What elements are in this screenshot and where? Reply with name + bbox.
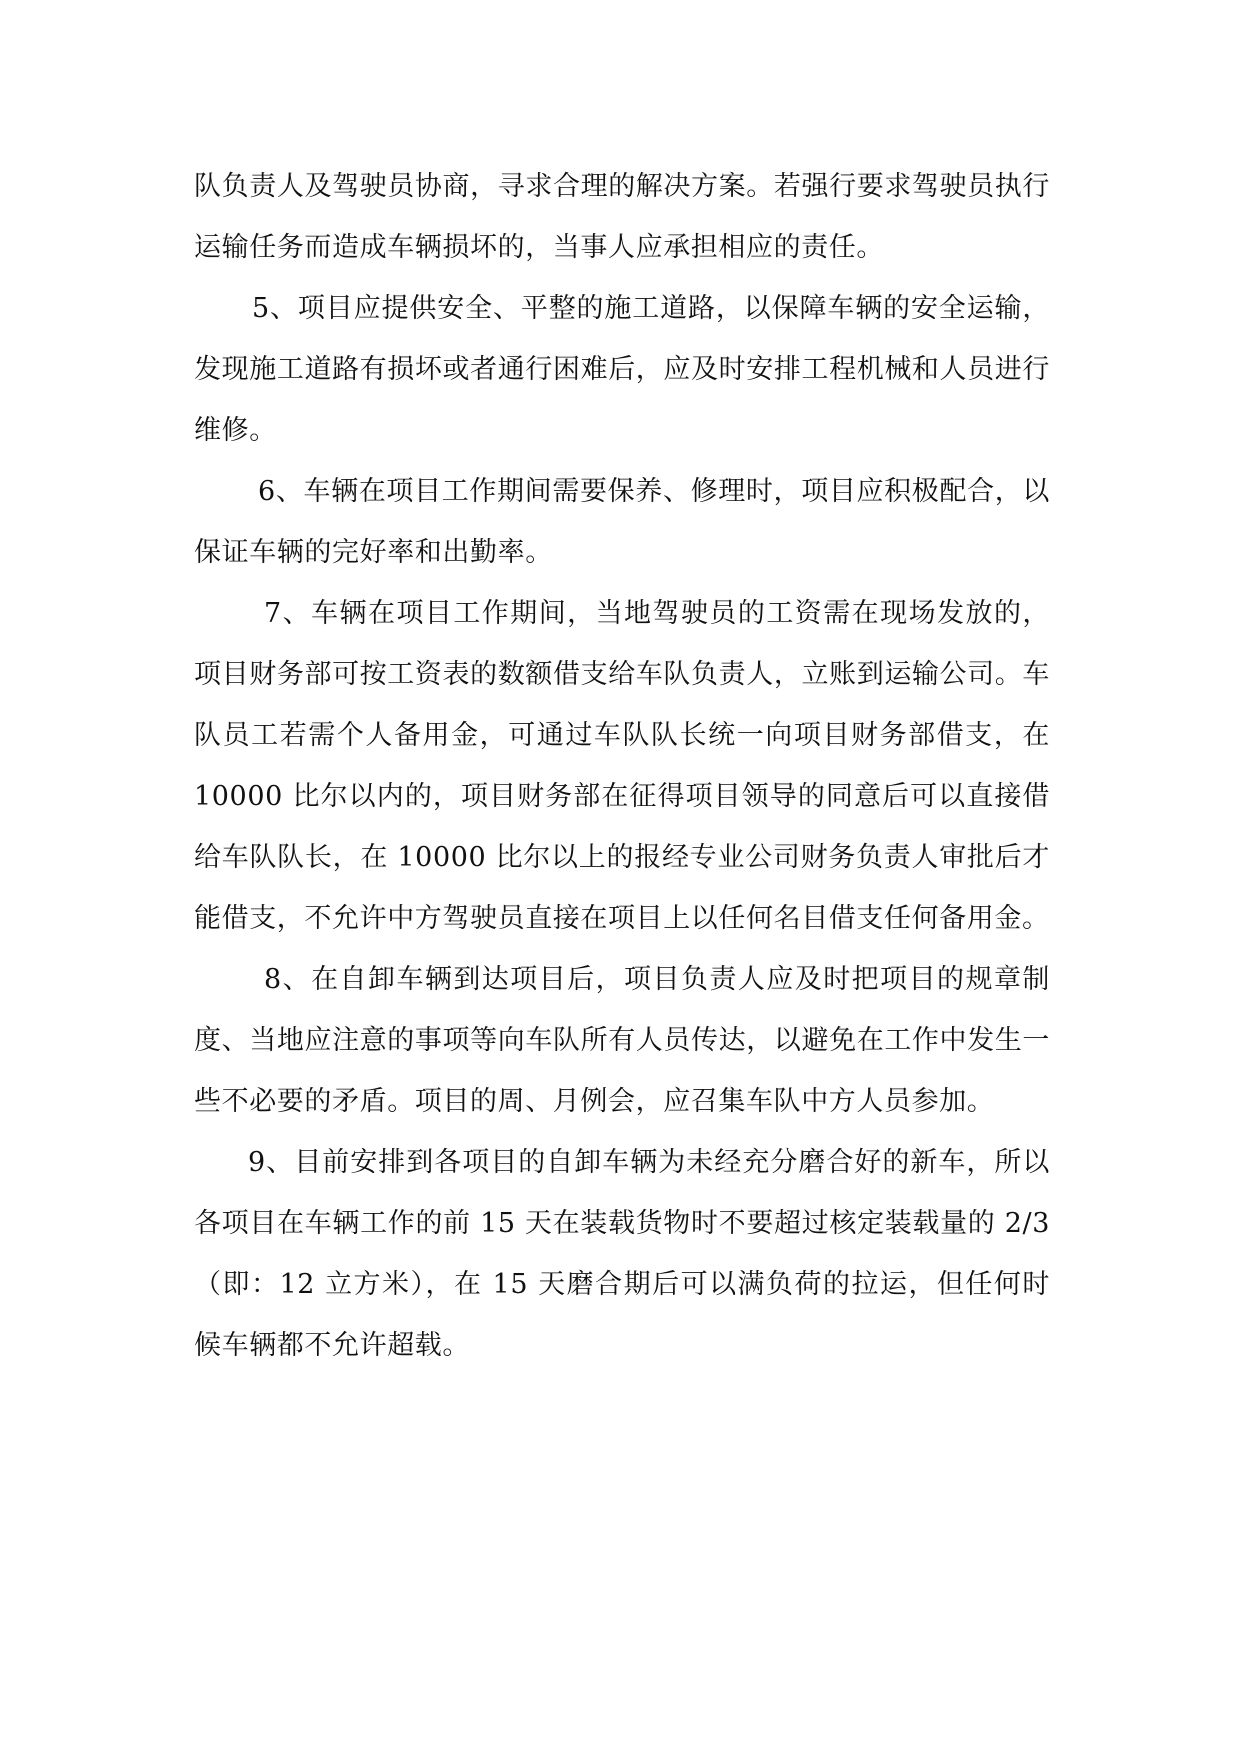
paragraph-8: 8、在自卸车辆到达项目后，项目负责人应及时把项目的规章制度、当地应注意的事项等向车队所有人员传达，以避免在工作中发生一些不必要的矛盾。项目的周、月例会，应召集车队中方人员参加。	[194, 964, 1050, 1117]
paragraph-6: 6、车辆在项目工作期间需要保养、修理时，项目应积极配合，以保证车辆的完好率和出勤率。	[194, 476, 1050, 568]
paragraph-9: 9、目前安排到各项目的自卸车辆为未经充分磨合好的新车，所以各项目在车辆工作的前 15 天在装载货物时不要超过核定装载量的 2/3（即：12 立方米），在 15 天磨合期后可以满负荷的拉运，但任何时候车辆都不允许超载。	[194, 1147, 1050, 1361]
paragraph-continued: 队负责人及驾驶员协商，寻求合理的解决方案。若强行要求驾驶员执行运输任务而造成车辆损坏的，当事人应承担相应的责任。	[194, 171, 1050, 263]
document-body	[194, 156, 1050, 1376]
paragraph-7: 7、车辆在项目工作期间，当地驾驶员的工资需在现场发放的，项目财务部可按工资表的数额借支给车队负责人，立账到运输公司。车队员工若需个人备用金，可通过车队队长统一向项目财务部借支，在 10000 比尔以内的，项目财务部在征得项目领导的同意后可以直接借给车队队长，在 10000 比尔以上的报经专业公司财务负责人审批后才能借支，不允许中方驾驶员直接在项目上以任何名目借支任何备用金。	[194, 598, 1050, 934]
paragraph-5: 5、项目应提供安全、平整的施工道路，以保障车辆的安全运输，发现施工道路有损坏或者通行困难后，应及时安排工程机械和人员进行维修。	[194, 293, 1050, 446]
